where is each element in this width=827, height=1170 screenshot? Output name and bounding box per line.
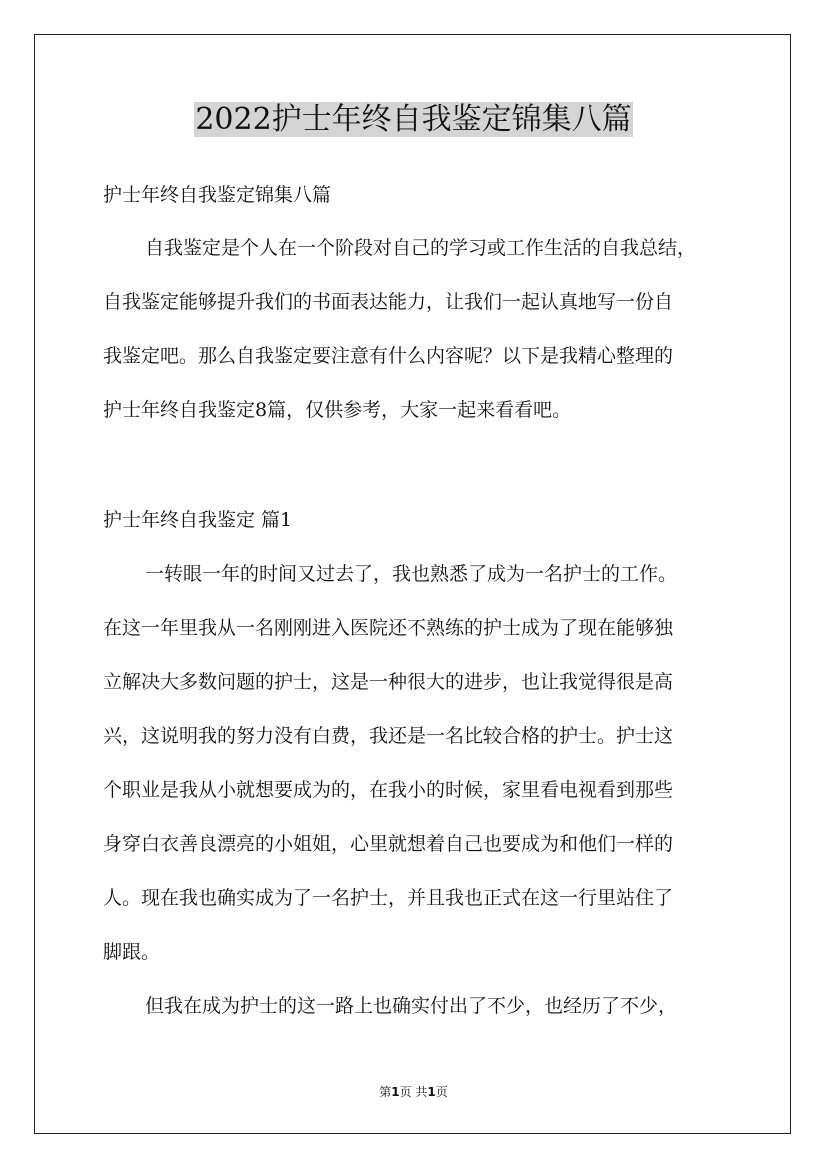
intro-line: 我鉴定吧。那么自我鉴定要注意有什么内容呢？以下是我精心整理的 [103, 345, 674, 367]
body-line: 脚跟。 [103, 941, 161, 963]
body-line: 个职业是我从小就想要成为的，在我小的时候，家里看电视看到那些 [103, 779, 674, 801]
intro-line: 自我鉴定是个人在一个阶段对自己的学习或工作生活的自我总结， [145, 237, 697, 259]
body-line: 但我在成为护士的这一路上也确实付出了不少，也经历了不少， [145, 995, 678, 1017]
body-line: 在这一年里我从一名刚刚进入医院还不熟练的护士成为了现在能够独 [103, 617, 674, 639]
intro-line: 护士年终自我鉴定8篇，仅供参考，大家一起来看看吧。 [103, 399, 572, 421]
body-line: 身穿白衣善良漂亮的小姐姐，心里就想着自己也要成为和他们一样的 [103, 833, 674, 855]
section-heading: 护士年终自我鉴定 篇1 [103, 509, 293, 531]
body-line: 立解决大多数问题的护士，这是一种很大的进步，也让我觉得很是高 [103, 671, 674, 693]
page-footer: 第1页 共1页 [379, 1085, 448, 1099]
intro-line: 自我鉴定能够提升我们的书面表达能力，让我们一起认真地写一份自 [103, 291, 674, 313]
document-subtitle: 护士年终自我鉴定锦集八篇 [103, 184, 332, 206]
body-line: 兴，这说明我的努力没有白费，我还是一名比较合格的护士。护士这 [103, 725, 674, 747]
body-line: 人。现在我也确实成为了一名护士，并且我也正式在这一行里站住了 [103, 887, 674, 909]
body-line: 一转眼一年的时间又过去了，我也熟悉了成为一名护士的工作。 [145, 563, 678, 585]
document-title: 2022护士年终自我鉴定锦集八篇 [195, 102, 632, 137]
